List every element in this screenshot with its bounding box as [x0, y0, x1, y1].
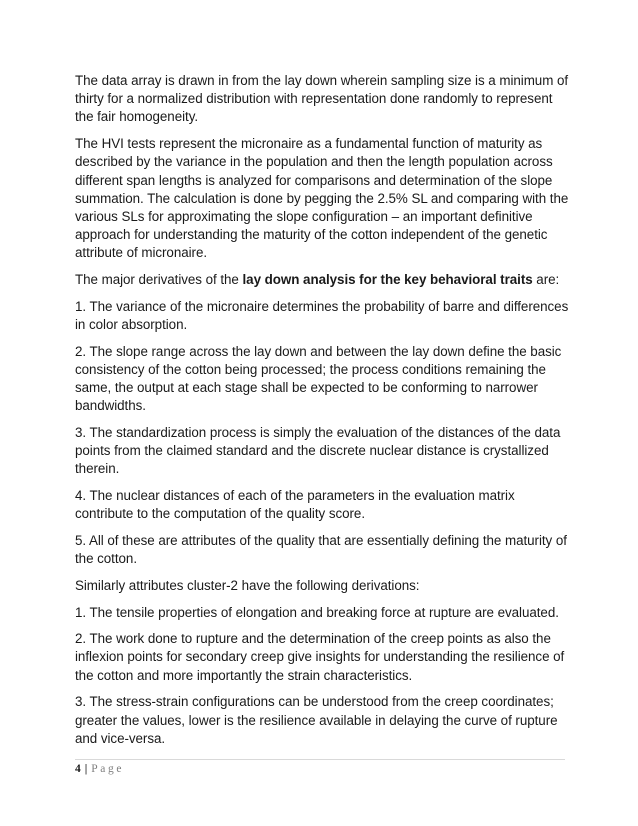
page-label: Page: [91, 763, 125, 775]
paragraph-text: are:: [532, 272, 560, 288]
footer-separator: |: [84, 763, 88, 775]
paragraph: [75, 630, 570, 685]
paragraph: [75, 72, 570, 127]
page-number: 4: [75, 763, 81, 775]
paragraph-text: The data array is drawn in from the lay down wherein sampling size is a minimum of thirty for a normalized distribution with representation done randomly to represent the fair homogeneity.: [75, 73, 569, 125]
paragraph: [75, 343, 570, 416]
paragraph: [75, 424, 570, 479]
paragraph: [75, 135, 570, 262]
paragraph: [75, 604, 570, 622]
paragraph-text: The HVI tests represent the micronaire as a fundamental function of maturity as described by the variance in the population and then the length population across different span lengths is analyzed for comparisons and determination of the slope summation. The calculation is done by pegging the 2.5% SL and comparing with the various SLs for approximating the slope configuration – an important definitive approach for understanding the maturity of the cotton independent of the genetic attribute of micronaire.: [75, 136, 569, 261]
paragraph-text: 3. The standardization process is simply the evaluation of the distances of the data points from the claimed standard and the discrete nuclear distance is crystallized therein.: [75, 424, 561, 477]
paragraph: [75, 532, 570, 568]
paragraph-text: 2. The work done to rupture and the determination of the creep points as also the inflexion points for secondary creep give insights for understanding the resilience of the cotton and more importantly the strain characteristics.: [75, 631, 565, 683]
paragraph-text: 4. The nuclear distances of each of the parameters in the evaluation matrix contribute to the computation of the quality score.: [75, 488, 515, 522]
paragraph: [75, 271, 570, 289]
paragraph-text: 1. The variance of the micronaire determines the probability of barre and differences in color absorption.: [75, 298, 569, 332]
document-body: [75, 72, 570, 757]
paragraph: [75, 487, 570, 523]
paragraph: [75, 693, 570, 748]
paragraph-text: The major derivatives of the: [75, 272, 243, 288]
paragraph-text: Similarly attributes cluster-2 have the following derivations:: [75, 577, 420, 593]
paragraph-text: 5. All of these are attributes of the quality that are essentially defining the maturity of the cotton.: [75, 532, 567, 567]
paragraph-text: 2. The slope range across the lay down and between the lay down define the basic consistency of the cotton being processed; the process conditions remaining the same, the output at each stage shall be expected to be conforming to narrower bandwidths.: [75, 343, 562, 414]
page-footer: [75, 759, 565, 777]
paragraph-text: 1. The tensile properties of elongation and breaking force at rupture are evaluated.: [75, 604, 559, 620]
paragraph: [75, 298, 570, 334]
bold-text: lay down analysis for the key behavioral traits: [242, 272, 533, 288]
paragraph: [75, 577, 570, 595]
paragraph-text: 3. The stress-strain configurations can be understood from the creep coordinates; greater the values, lower is the resilience available in delaying the curve of rupture and vice-versa.: [75, 694, 558, 746]
